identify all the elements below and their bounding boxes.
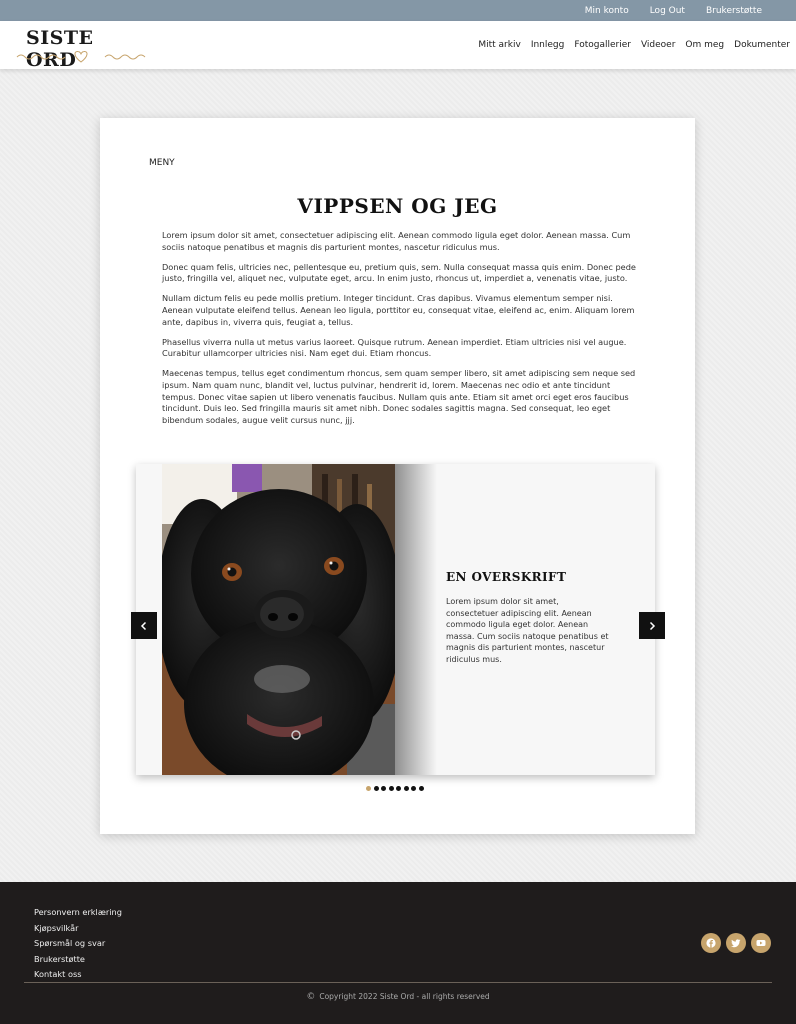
- nav-fotogallerier[interactable]: Fotogallerier: [574, 40, 631, 50]
- slider-dot[interactable]: [374, 786, 379, 791]
- social-links: [701, 933, 771, 953]
- site-footer: [0, 882, 796, 1024]
- footer-divider: [24, 982, 772, 983]
- content-card: [100, 118, 695, 834]
- twitter-button[interactable]: [726, 933, 746, 953]
- image-slider: [136, 464, 655, 775]
- nav-om-meg[interactable]: Om meg: [685, 40, 725, 50]
- footer-link-faq[interactable]: Spørsmål og svar: [34, 938, 106, 948]
- copyright-text: Copyright 2022 Siste Ord - all rights reserved: [319, 992, 490, 1001]
- top-bar: [0, 0, 796, 21]
- slider-dot[interactable]: [381, 786, 386, 791]
- dog-photo: [162, 464, 395, 775]
- top-link-brukerstotte[interactable]: Brukerstøtte: [705, 5, 762, 16]
- copyright-icon: ©: [306, 992, 316, 1002]
- article-paragraph: Maecenas tempus, tellus eget condimentum rhoncus, sem quam semper libero, sit amet adipiscing sem neque sed ipsum. Nam quam nunc, blandit vel, luctus pulvinar, hendrerit id, lorem. Maecenas nec odio et ante tincidunt tempus. Donec vitae sapien ut libero venenatis faucibus. Nullam quis ante. Etiam sit amet orci eget eros faucibus tincidunt. Duis leo. Sed fringilla mauris sit amet nibh. Donec sodales sagittis magna. Sed consequat, leo eget bibendum sodales, augue velit cursus nunc, jjj.: [162, 368, 636, 425]
- slider-dot[interactable]: [396, 786, 401, 791]
- article-paragraph: Donec quam felis, ultricies nec, pellentesque eu, pretium quis, sem. Nulla consequat massa quis enim. Donec pede justo, fringilla vel, aliquet nec, vulputate eget, arcu. In enim justo, rhoncus ut, imperdiet a, venenatis vitae, justo.: [162, 261, 636, 284]
- main-nav: [478, 40, 790, 50]
- site-header: [0, 21, 796, 69]
- nav-dokumenter[interactable]: Dokumenter: [734, 40, 790, 50]
- youtube-icon: [756, 938, 766, 948]
- slide-text: Lorem ipsum dolor sit amet, consectetuer adipiscing elit. Aenean commodo ligula eget dolor. Aenean massa. Cum sociis natoque penatibus et magnis dis parturient montes, nascetur ridiculus mus.: [446, 597, 609, 664]
- nav-mitt-arkiv[interactable]: Mitt arkiv: [478, 40, 521, 50]
- chevron-right-icon: [647, 621, 657, 631]
- top-link-log-out[interactable]: Log Out: [649, 5, 685, 16]
- logo-text: SISTE ORD: [26, 27, 94, 71]
- article-paragraph: Phasellus viverra nulla ut metus varius laoreet. Quisque rutrum. Aenean imperdiet. Etiam ultricies nisi vel augue. Curabitur ullamcorper ultricies nisi. Nam eget dui. Etiam rhoncus.: [162, 336, 627, 359]
- menu-toggle[interactable]: MENY: [149, 158, 175, 168]
- footer-link-kontakt[interactable]: Kontakt oss: [34, 969, 82, 979]
- site-logo[interactable]: [16, 25, 146, 71]
- article-paragraph: Nullam dictum felis eu pede mollis pretium. Integer tincidunt. Cras dapibus. Vivamus elementum semper nisi. Aenean vulputate eleifend tellus. Aenean leo ligula, porttitor eu, consequat vitae, eleifend ac, enim. Aliquam lorem ante, dapibus in, viverra quis, feugiat a, tellus.: [162, 293, 635, 327]
- youtube-button[interactable]: [751, 933, 771, 953]
- article-body: [162, 230, 636, 435]
- footer-link-kjopsvilkar[interactable]: Kjøpsvilkår: [34, 922, 79, 933]
- nav-innlegg[interactable]: Innlegg: [530, 40, 565, 50]
- slider-dot[interactable]: [411, 786, 416, 791]
- slider-pagination: [366, 786, 424, 791]
- logo-heart-flourish-icon: [16, 50, 146, 64]
- nav-videoer[interactable]: Videoer: [640, 40, 676, 50]
- facebook-icon: [706, 938, 716, 948]
- article-paragraph: Lorem ipsum dolor sit amet, consectetuer adipiscing elit. Aenean commodo ligula eget dolor. Aenean massa. Cum sociis natoque penatibus et magnis dis parturient montes, nascetur ridiculus mus.: [162, 230, 631, 252]
- footer-link-personvern[interactable]: Personvern erklæring: [34, 907, 122, 917]
- page-title: VIPPSEN OG JEG: [297, 194, 498, 218]
- copyright: [0, 992, 796, 1002]
- slider-dot[interactable]: [419, 786, 424, 791]
- slide-heading: EN OVERSKRIFT: [446, 570, 567, 584]
- slider-dot[interactable]: [389, 786, 394, 791]
- footer-links: [34, 907, 122, 985]
- photo-shadow: [395, 464, 437, 775]
- twitter-icon: [731, 938, 741, 948]
- chevron-left-icon: [139, 621, 149, 631]
- top-link-min-konto[interactable]: Min konto: [584, 5, 629, 16]
- slider-next-button[interactable]: [639, 612, 665, 639]
- facebook-button[interactable]: [701, 933, 721, 953]
- slider-dot[interactable]: [404, 786, 409, 791]
- footer-link-brukerstotte[interactable]: Brukerstøtte: [34, 953, 85, 964]
- slider-prev-button[interactable]: [131, 612, 157, 639]
- slider-dot[interactable]: [366, 786, 371, 791]
